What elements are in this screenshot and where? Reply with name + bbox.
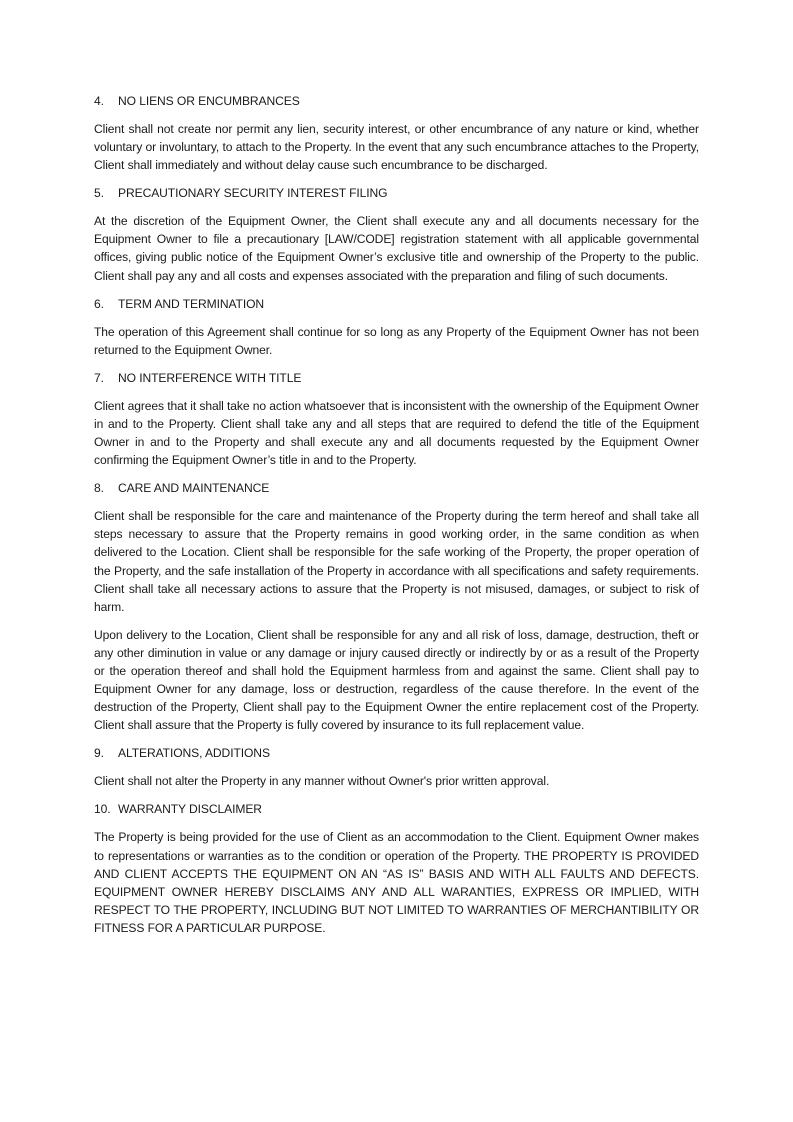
section-term-termination <box>94 295 699 359</box>
section-paragraph: The operation of this Agreement shall continue for so long as any Property of the Equipment Owner has not been returned to the Equipment Owner. <box>94 324 699 357</box>
section-title: PRECAUTIONARY SECURITY INTEREST FILING <box>118 186 388 201</box>
section-heading <box>94 369 699 387</box>
section-number: 5. <box>94 186 104 201</box>
section-heading <box>94 92 699 110</box>
section-number: 9. <box>94 746 104 761</box>
section-title: ALTERATIONS, ADDITIONS <box>118 746 270 761</box>
section-heading <box>94 479 699 497</box>
section-heading <box>94 800 699 818</box>
section-paragraph: Client shall be responsible for the care and maintenance of the Property during the term hereof and shall take all steps necessary to assure that the Property remains in good working order, in the same condition as when delivered to the Location. Client shall be responsible for the safe working of the Property, the proper operation of the Property, and the safe installation of the Property in accordance with all specifications and safety requirements. Client shall take all necessary actions to assure that the Property is not misused, damages, or subject to risk of harm. <box>94 509 699 614</box>
section-title: NO INTERFERENCE WITH TITLE <box>118 370 302 385</box>
document-page <box>94 92 699 947</box>
section-title: TERM AND TERMINATION <box>118 296 265 311</box>
section-no-interference <box>94 369 699 469</box>
section-paragraph: At the discretion of the Equipment Owner, the Client shall execute any and all documents necessary for the Equipment Owner to file a precautionary [LAW/CODE] registration statement with all applicable governmental offices, giving public notice of the Equipment Owner’s exclusive title and ownership of the Property to the public. Client shall pay any and all costs and expenses associated with the preparation and filing of such documents. <box>94 214 699 283</box>
section-number: 10. <box>94 802 111 817</box>
section-paragraph: Client agrees that it shall take no action whatsoever that is inconsistent with the ownership of the Equipment Owner in and to the Property. Client shall take any and all steps that are required to defend the title of the Equipment Owner in and to the Property and shall execute any and all documents requested by the Equipment Owner confirming the Equipment Owner’s title in and to the Property. <box>94 398 699 468</box>
section-number: 8. <box>94 481 104 496</box>
section-paragraph: Client shall not alter the Property in any manner without Owner's prior written approval. <box>94 774 550 789</box>
section-paragraph: Upon delivery to the Location, Client shall be responsible for any and all risk of loss, damage, destruction, theft or any other diminution in value or any damage or injury caused directly or indirectly by or as a result of the Property or the operation thereof and shall hold the Equipment harmless from and against the same. Client shall pay to Equipment Owner for any damage, loss or destruction, regardless of the cause therefore. In the event of the destruction of the Property, Client shall pay to the Equipment Owner the entire replacement cost of the Property. Client shall assure that the Property is fully covered by insurance to its full replacement value. <box>94 627 699 733</box>
section-heading <box>94 295 699 313</box>
section-number: 6. <box>94 296 104 311</box>
section-title: CARE AND MAINTENANCE <box>118 481 270 496</box>
section-no-liens <box>94 92 699 174</box>
section-heading <box>94 184 699 202</box>
section-alterations <box>94 744 699 790</box>
section-warranty-disclaimer <box>94 800 699 937</box>
section-title: WARRANTY DISCLAIMER <box>118 802 262 817</box>
section-care-maintenance <box>94 479 699 734</box>
section-number: 4. <box>94 94 104 108</box>
section-heading <box>94 744 699 762</box>
section-precautionary-filing <box>94 184 699 284</box>
section-paragraph: Client shall not create nor permit any lien, security interest, or other encumbrance of any nature or kind, whether voluntary or involuntary, to attach to the Property. In the event that any such encumbrance attaches to the Property, Client shall immediately and without delay cause such encumbrance to be discharged. <box>94 122 699 173</box>
section-paragraph: The Property is being provided for the use of Client as an accommodation to the Client. Equipment Owner makes to representations or warranties as to the condition or operation of the Property. THE PROPERTY IS PROVIDED AND CLIENT ACCEPTS THE EQUIPMENT ON AN “AS IS” BASIS AND WITH ALL FAULTS AND DEFECTS. EQUIPMENT OWNER HEREBY DISCLAIMS ANY AND ALL WARANTIES, EXPRESS OR IMPLIED, WITH RESPECT TO THE PROPERTY, INCLUDING BUT NOT LIMITED TO WARRANTIES OF MERCHANTIBILITY OR FITNESS FOR A PARTICULAR PURPOSE. <box>94 830 699 935</box>
section-number: 7. <box>94 370 104 385</box>
section-title: NO LIENS OR ENCUMBRANCES <box>118 94 300 108</box>
